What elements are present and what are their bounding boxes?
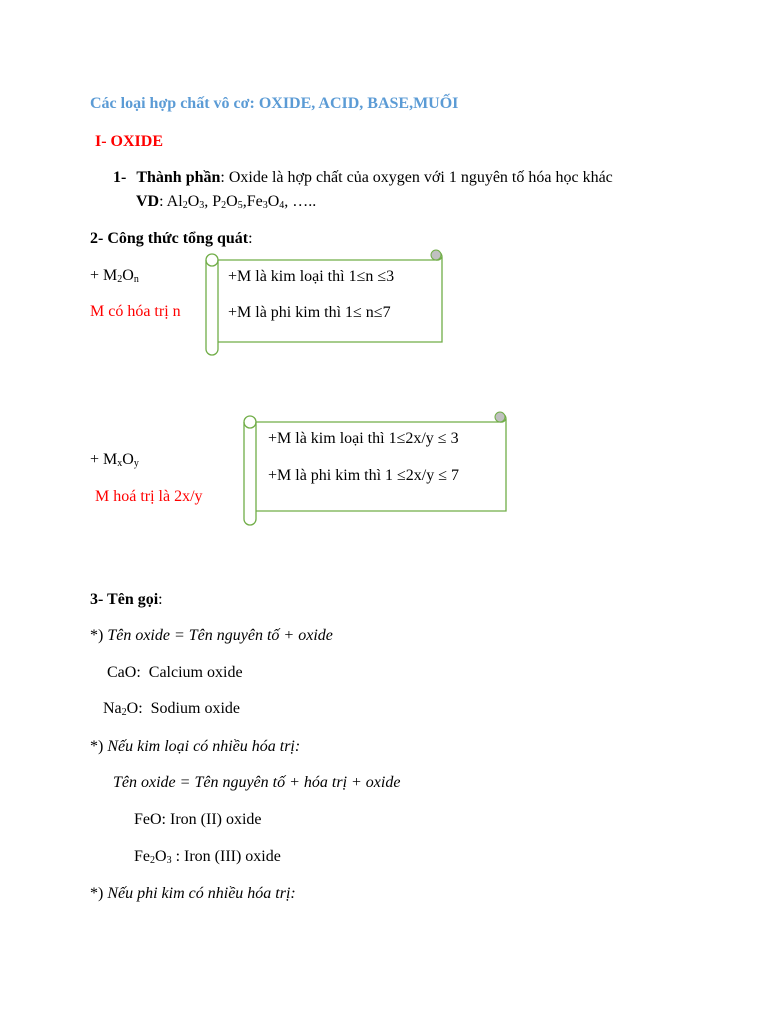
general-formula-label: 2- Công thức tổng quát (90, 230, 249, 247)
box2-line1: +M là kim loại thì 1≤2x/y ≤ 3 (268, 430, 459, 447)
rule-text: Nếu kim loại có nhiều hóa trị: (107, 738, 301, 755)
formula-subscript: y (133, 458, 139, 469)
composition-label: Thành phần (136, 169, 221, 186)
example-fe2o3 (134, 847, 281, 867)
valence-note-2xy: M hoá trị là 2x/y (95, 488, 203, 505)
formula-al2o3-part: Al (163, 193, 183, 210)
formula-subscript: 2 (150, 855, 155, 866)
example-formula: CaO: (107, 664, 141, 681)
example-cao (107, 663, 243, 683)
naming-heading (90, 590, 163, 610)
example-colon: : (159, 193, 164, 210)
separator: , (204, 193, 213, 210)
formula-al2o3-part: O (187, 193, 200, 210)
naming-rule-1 (90, 626, 333, 646)
rule-text: Tên oxide = Tên nguyên tố + oxide (107, 627, 333, 644)
naming-rule-2-formula: Tên oxide = Tên nguyên tố + hóa trị + oxide (113, 774, 401, 791)
composition-colon: : (220, 169, 225, 186)
naming-label: 3- Tên gọi (90, 591, 159, 608)
formula-subscript: 5 (237, 200, 243, 211)
formula-part: O: (126, 700, 143, 717)
formula-p2o5-part: O (226, 193, 238, 210)
box2-line2: +M là phi kim thì 1 ≤2x/y ≤ 7 (268, 467, 460, 484)
bullet-prefix: *) (90, 738, 108, 755)
bullet-prefix: *) (90, 627, 108, 644)
formula-subscript: 2 (182, 200, 188, 211)
formula-subscript: 2 (117, 274, 123, 285)
composition-text: Oxide là hợp chất của oxygen với 1 nguyên tố hóa học khác (224, 169, 613, 186)
formula-subscript: 3 (166, 855, 172, 866)
general-formula-colon: : (248, 230, 253, 247)
rule-text: Nếu phi kim có nhiều hóa trị: (107, 885, 296, 902)
example-name: : Iron (III) oxide (171, 848, 281, 865)
example-feo: FeO: Iron (II) oxide (134, 811, 262, 828)
example-name: Calcium oxide (148, 664, 243, 681)
formula-part: O (122, 267, 134, 284)
formula-subscript: 2 (121, 707, 127, 718)
formula-part: O (122, 451, 134, 468)
formula-part: + M (90, 267, 118, 284)
example-label: VD (136, 193, 160, 210)
formula-fe3o4-part: Fe (246, 193, 263, 210)
naming-rule-3 (90, 884, 296, 904)
formula-m2on (90, 266, 139, 286)
formula-subscript: x (117, 458, 123, 469)
composition-number: 1- (113, 169, 127, 186)
formula-subscript: 3 (199, 200, 205, 211)
formula-part: Fe (134, 848, 150, 865)
formula-subscript: 3 (262, 200, 268, 211)
example-name: Sodium oxide (150, 700, 240, 717)
formula-mxoy (90, 450, 139, 470)
formula-part: O (155, 848, 167, 865)
ellipsis: , ….. (284, 193, 317, 210)
formula-subscript: 4 (279, 200, 285, 211)
formula-part: + M (90, 451, 118, 468)
naming-colon: : (158, 591, 163, 608)
example-line (136, 192, 316, 212)
box1-line2: +M là phi kim thì 1≤ n≤7 (228, 304, 391, 321)
example-na2o (103, 699, 240, 719)
formula-p2o5-part: P (212, 193, 222, 210)
formula-subscript: 2 (221, 200, 227, 211)
box1-line1: +M là kim loại thì 1≤n ≤3 (228, 268, 395, 285)
document-title: Các loại hợp chất vô cơ: OXIDE, ACID, BASE,MUỐI (90, 95, 459, 112)
formula-fe3o4-part: O (267, 193, 280, 210)
formula-part: Na (103, 700, 122, 717)
bullet-prefix: *) (90, 885, 108, 902)
section-heading-oxide: I- OXIDE (95, 133, 164, 150)
valence-note-n: M có hóa trị n (90, 303, 181, 320)
separator: , (242, 193, 247, 210)
scroll-callout-1 (200, 245, 450, 357)
formula-subscript: n (133, 274, 139, 285)
composition-line (113, 168, 613, 188)
naming-rule-2 (90, 737, 300, 757)
